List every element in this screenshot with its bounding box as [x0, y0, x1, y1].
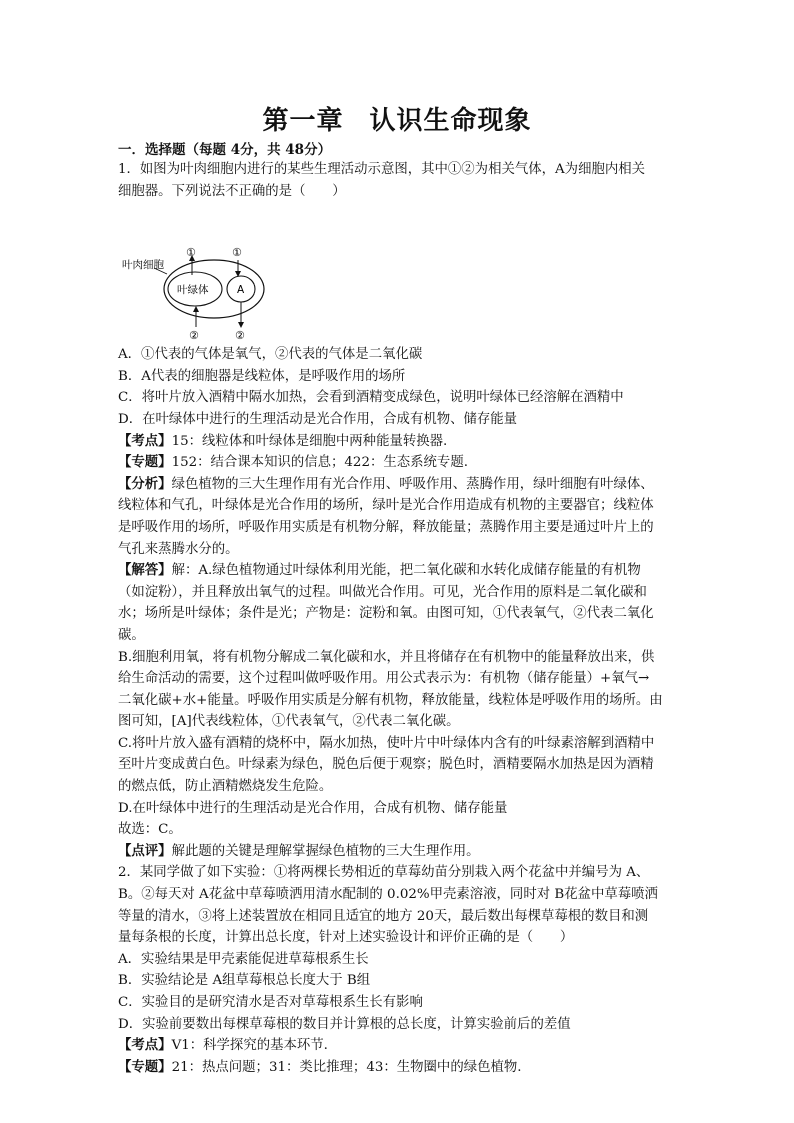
q2-stem-line-4: 量每条根的长度，计算出总长度，针对上述实验设计和评价正确的是（ ）: [118, 930, 574, 946]
q2-option-d: D．实验前要数出每棵草莓根的数目并计算根的总长度，计算实验前后的差值: [118, 1016, 571, 1032]
q1-jieda-line-10: 至叶片变成黄白色。叶绿素为绿色，脱色后便于观察；脱色时，酒精要隔水加热是因为酒精: [118, 757, 654, 773]
q1-stem-line-2: 细胞器。下列说法不正确的是（ ）: [118, 183, 346, 199]
kaodian-text: 15：线粒体和叶绿体是细胞中两种能量转换器.: [171, 433, 448, 449]
q2-kaodian-tag: 【考点】: [118, 1037, 172, 1054]
q2-option-a: A．实验结果是甲壳素能促进草莓根系生长: [118, 951, 369, 967]
q1-jieda-line-13: 故选：C。: [118, 822, 182, 838]
q1-option-b: B．A代表的细胞器是线粒体，是呼吸作用的场所: [118, 368, 406, 384]
chapter-name: 认识生命现象: [369, 106, 532, 136]
zhuanti-text: 152：结合课本知识的信息；422：生态系统专题.: [171, 455, 468, 471]
dianping-text: 解此题的关键是理解掌握绿色植物的三大生理作用。: [171, 843, 480, 859]
zhuanti-tag: 【专题】: [118, 454, 172, 471]
leaf-cell-diagram: [118, 202, 683, 344]
chloroplast-label: 叶绿体: [177, 284, 209, 297]
q1-jieda-line-1: [118, 560, 683, 582]
q1-jieda-line-2: （如淀粉），并且释放出氧气的过程。叫做光合作用。可见，光合作用的原料是二氧化碳和: [118, 584, 647, 600]
q2-kaodian-text: V1：科学探究的基本环节.: [171, 1038, 328, 1054]
q2-zhuanti-tag: 【专题】: [118, 1058, 172, 1075]
dianping-tag: 【点评】: [118, 842, 172, 859]
q1-fenxi-line-2: 线粒体和气孔，叶绿体是光合作用的场所，绿叶是光合作用造成有机物的主要器官；线粒体: [118, 498, 654, 514]
q1-jieda-line-9: C.将叶片放入盛有酒精的烧杯中，隔水加热，使叶片中叶绿体内含有的叶绿素溶解到酒精中: [118, 735, 655, 751]
fenxi-tag: 【分析】: [118, 475, 172, 492]
leaf-cell-figure: [118, 202, 318, 344]
q1-jieda-line-11: 的燃点低，防止酒精燃烧发生危险。: [118, 779, 333, 795]
q2-option-b: B．实验结论是 A组草莓根总长度大于 B组: [118, 973, 371, 989]
gas2-label-left: ②: [189, 329, 199, 343]
q1-dianping: [118, 841, 683, 863]
q1-jieda-line-6: 给生命活动的需要，这个过程叫做呼吸作用。用公式表示为：有机物（储存能量）+氧气→: [118, 671, 650, 687]
q2-stem-line-1: 2．某同学做了如下实验：①将两棵长势相近的草莓幼苗分别栽入两个花盆中并编号为 A、: [118, 865, 650, 881]
cell-label: 叶肉细胞: [122, 259, 164, 272]
chapter-number: 第一章: [262, 106, 344, 136]
q1-jieda-line-4: 碳。: [118, 627, 145, 643]
organelle-a-label: A: [237, 284, 245, 297]
q2-zhuanti: [118, 1057, 683, 1079]
chapter-title: [0, 100, 794, 137]
q1-kaodian: [118, 431, 683, 453]
q1-option-d: D．在叶绿体中进行的生理活动是光合作用，合成有机物、储存能量: [118, 411, 518, 427]
fenxi-text-1: 绿色植物的三大生理作用有光合作用、呼吸作用、蒸腾作用，绿叶细胞有叶绿体、: [171, 476, 654, 492]
gas2-label-right: ②: [235, 329, 245, 343]
q2-option-c: C．实验目的是研究清水是否对草莓根系生长有影响: [118, 995, 423, 1010]
kaodian-tag: 【考点】: [118, 432, 172, 449]
jieda-tag: 【解答】: [118, 562, 172, 579]
document-body: [118, 159, 683, 1078]
q1-jieda-line-5: B.细胞利用氧，将有机物分解成二氧化碳和水，并且将储存在有机物中的能量释放出来，供: [118, 649, 655, 665]
q1-zhuanti: [118, 452, 683, 474]
q2-zhuanti-text: 21：热点问题；31：类比推理；43：生物圈中的绿色植物.: [171, 1059, 522, 1075]
section-heading: 一．选择题（每题 4分，共 48分）: [118, 142, 332, 158]
gas1-label-right: ①: [232, 246, 242, 260]
q2-kaodian: [118, 1035, 683, 1057]
q2-stem-line-2: B。②每天对 A花盆中草莓喷洒用清水配制的 0.02%甲壳素溶液，同时对 B花盆中草莓喷洒: [118, 887, 658, 903]
q1-jieda-line-3: 水；场所是叶绿体；条件是光；产物是：淀粉和氧。由图可知，①代表氧气，②代表二氧化: [118, 606, 654, 622]
q1-jieda-line-12: D.在叶绿体中进行的生理活动是光合作用，合成有机物、储存能量: [118, 800, 508, 816]
q1-jieda-line-8: 图可知，[A]代表线粒体，①代表氧气，②代表二氧化碳。: [118, 714, 460, 730]
jieda-text-1: 解：A.绿色植物通过叶绿体利用光能，把二氧化碳和水转化成储存能量的有机物: [171, 563, 641, 579]
q1-stem-line-1: 1．如图为叶肉细胞内进行的某些生理活动示意图，其中①②为相关气体，A为细胞内相关: [118, 162, 646, 177]
q1-fenxi-line-4: 气孔来蒸腾水分的。: [118, 541, 239, 557]
q1-option-a: A．①代表的气体是氧气，②代表的气体是二氧化碳: [118, 347, 423, 363]
gas1-label-left: ①: [186, 246, 196, 260]
q1-fenxi-line-1: [118, 474, 683, 496]
q1-jieda-line-7: 二氧化碳+水+能量。呼吸作用实质是分解有机物，释放能量，线粒体是呼吸作用的场所。由: [118, 692, 663, 708]
q1-fenxi-line-3: 是呼吸作用的场所，呼吸作用实质是有机物分解，释放能量；蒸腾作用主要是通过叶片上的: [118, 519, 654, 535]
q2-stem-line-3: 等量的清水，③将上述装置放在相同且适宜的地方 20天，最后数出每棵草莓根的数目和测: [118, 908, 649, 924]
q1-option-c: C．将叶片放入酒精中隔水加热，会看到酒精变成绿色，说明叶绿体已经溶解在酒精中: [118, 390, 624, 406]
